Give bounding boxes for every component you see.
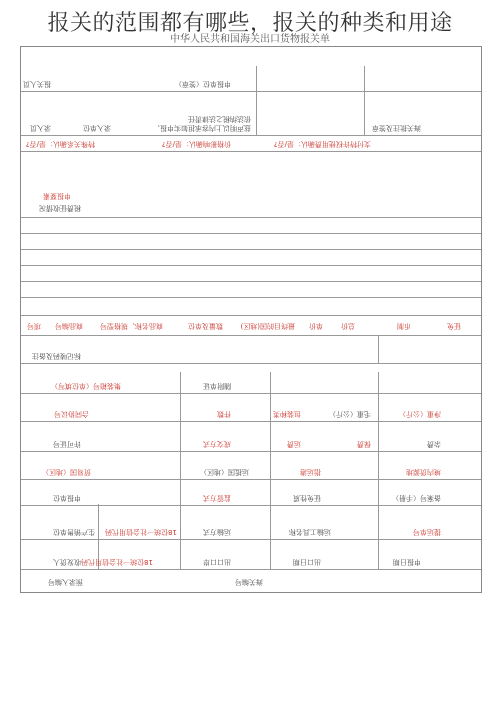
customs-no-label: 海关编号 xyxy=(235,578,263,586)
page-title: 报关的范围都有哪些，报关的种类和用途 xyxy=(47,11,453,36)
declarant-person-label: 报关人员 xyxy=(23,80,51,88)
consignor-note: 18位统一社会信用代码 xyxy=(81,558,153,566)
consignor-label: 收发货人 xyxy=(53,558,81,566)
goods-header-name-spec: 商品名称、规格型号 xyxy=(100,322,163,330)
goods-header-dest-country: 最终目的国(地区) xyxy=(240,322,295,330)
trade-country-label: 贸易国（地区） xyxy=(42,468,91,476)
goods-header-hs-code: 商品编号 xyxy=(55,322,83,330)
domestic-source-label: 境内货源地 xyxy=(406,468,441,476)
goods-header-item-no: 项号 xyxy=(27,322,41,330)
contract-no-label: 合同协议号 xyxy=(54,410,89,418)
declarant-seal-label: 申报单位（签章） xyxy=(175,80,231,88)
customs-declaration-form xyxy=(20,46,482,593)
misc-fee-label: 杂费 xyxy=(427,440,441,448)
bill-no-label: 提运单号 xyxy=(413,528,441,536)
goods-header-qty-unit: 数量及单位 xyxy=(188,322,223,330)
declarant-label: 申报单位 xyxy=(53,494,81,502)
royalty-confirm: 支付特许权使用费确认：是/否? xyxy=(273,140,371,148)
declaration-statement: 兹声明以上内容承担如实申报、依法纳税之法律责任 xyxy=(153,115,251,132)
deal-mode-label: 成交方式 xyxy=(203,440,231,448)
net-weight-label: 净重（公斤） xyxy=(399,410,441,418)
entry-staff-label: 录入员 xyxy=(30,124,51,132)
freight-label: 运费 xyxy=(287,440,301,448)
gross-weight-label: 毛重（公斤） xyxy=(329,410,371,418)
price-effect-confirm: 价格影响确认：是/否? xyxy=(161,140,231,148)
insurance-label: 保费 xyxy=(357,440,371,448)
declare-date-label: 申报日期 xyxy=(393,558,421,566)
tax-nature-label: 征免性质 xyxy=(293,494,321,502)
dest-port-label: 指运港 xyxy=(300,468,321,476)
special-relation-confirm: 特殊关系确认：是/否? xyxy=(25,140,95,148)
tax-note: 申报要素 xyxy=(43,192,71,200)
transport-mode-label: 运输方式 xyxy=(203,528,231,536)
entry-unit-label: 录入单位 xyxy=(83,124,111,132)
export-date-label: 出口日期 xyxy=(293,558,321,566)
producer-note: 18位统一社会信用代码 xyxy=(105,528,177,536)
form-heading: 中华人民共和国海关出口货物报关单 xyxy=(170,34,330,45)
tax-label: 税费征收情况 xyxy=(39,204,81,212)
package-type-label: 包装种类 xyxy=(273,410,301,418)
supervision-label: 监管方式 xyxy=(203,494,231,502)
declarant-no-label: 预录入编号 xyxy=(48,578,83,586)
customs-approval-label: 海关批注及签章 xyxy=(372,124,421,132)
record-no-label: 备案号（手册） xyxy=(392,494,441,502)
attached-docs-label: 随附单证 xyxy=(203,382,231,390)
goods-header-total-price: 总价 xyxy=(341,322,355,330)
goods-header-exemption: 征免 xyxy=(447,322,461,330)
pieces-label: 件数 xyxy=(217,410,231,418)
license-no-label: 许可证号 xyxy=(53,440,81,448)
transport-name-label: 运输工具名称 xyxy=(289,528,331,536)
container-no-label: 集装箱号（单位填写） xyxy=(51,382,121,390)
dest-country-label: 运抵国（地区） xyxy=(200,468,249,476)
producer-label: 生产销售单位 xyxy=(53,528,95,536)
export-port-label: 出口口岸 xyxy=(203,558,231,566)
marks-label: 标记唛码及备注 xyxy=(32,352,81,360)
goods-header-unit-price: 单价 xyxy=(309,322,323,330)
goods-header-currency: 币制 xyxy=(397,322,411,330)
